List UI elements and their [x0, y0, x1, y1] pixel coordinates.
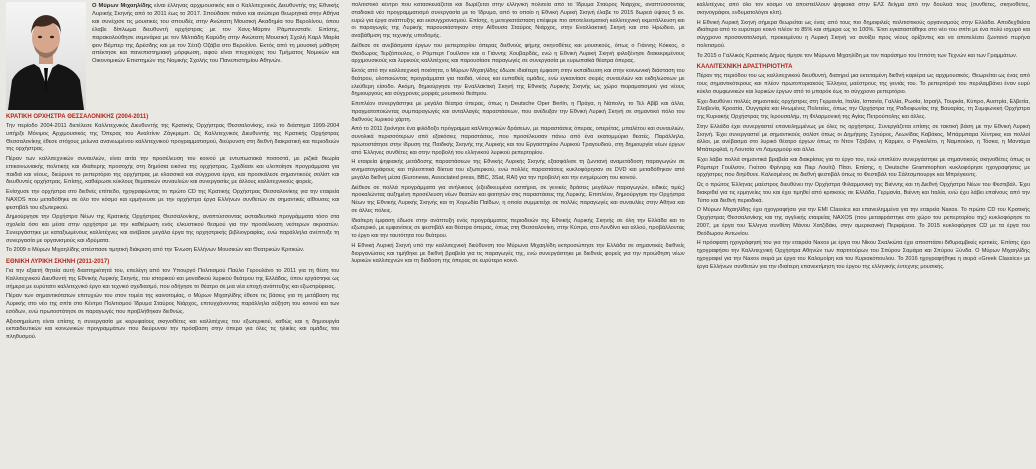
intro-body: είναι έλληνας αρχιμουσικός και ο Καλλιτεχνικός Διευθυντής της Εθνικής Λυρικής Σκηνής από το 2011 έως το 2017. Σπούδασε πιάνο και ανώτερα θεωρητικά στην Αθήνα και συνέχισε τις μουσικές του σπουδές στην Ανώτατη Μουσική Ακαδημία του Βερολίνου, όπου έλαβε δίπλωμα διευθυντή ορχήστρας με τον Χανς-Μάρτιν Ράμπενσταϊν. Επίσης, παρακολούθησε σεμινάρια με τον Μιλτιάδη Καρύδη στην Ανώτατη Μουσική Σχολή Καρλ Μαρία φον Βέμπερ της Δρέσδης και με τον Σέιτζι Οζάβα στο Βερολίνο. Εκτός από τη μουσική μάθηση απέκτησε και πανεπιστημιακή μόρφωση, αφού είναι πτυχιούχος του Τμήματος Νομικών και Οικονομικών Επιστημών της Νομικής Σχολής του Πανεπιστημίου Αθηνών. [92, 3, 340, 65]
intro-block [6, 2, 339, 110]
column-1 [6, 2, 339, 467]
section-heading-thessaloniki: ΚΡΑΤΙΚΗ ΟΡΧΗΣΤΡΑ ΘΕΣΣΑΛΟΝΙΚΗΣ (2004-2011) [6, 114, 149, 120]
paragraph: Ο Μύρων Μιχαηλίδης έχει ηχογραφήσει για την EMI Classics και επανειλημμένα για την εταιρεία Naxos. Το πρώτο CD του Κρατικής Ορχήστρας Θεσσαλονίκης και της αγγλικής εταιρείας NAXOS (που μεταφράστηκε στο χώρο του ρεπερτορίου της) κυκλοφόρησε το 2007, με έργα του Έλληνα συνθέτη Μάνου Χατζιδάκι, στην αμερικανική Περιφέρεια. Το 2015 κυκλοφόρησε CD με τα έργα του Θεόδωρου Αντωνίου. [696, 207, 1030, 237]
paragraph: Η εταιρεία ψηφιακής μετάδοσης παραστάσεων της Εθνικής Λυρικής Σκηνής εξασφάλισε τη ζωντανή αναμετάδοση παραγωγών σε κινηματογράφους και τηλεοπτικά δίκτυα του εξωτερικού, ενώ πολλές παραστάσεις κυκλοφόρησαν σε DVD και μεταδόθηκαν από μεγάλα διεθνή μέσα (Euronews, Associated press, BBC, 3Sat, RAI) για την προβολή και την ενημέρωση του κοινού. [351, 159, 685, 181]
paragraph: καλλιτέχνες από όλο τον κόσμο να αποστείλλουν ψηφιακά στην ΕΛΣ δείγμα από την δουλειά τους (συνθέτες, σκηνοθέτες, σκηνογράφοι, ενδυματολόγοι κλπ). [696, 2, 1030, 16]
paragraph: Επιπλέον συνεργάστηκε με μεγάλα θέατρα όπερας, όπως η Deutsche Oper Berlin, η Πράγα, η Νάπολη, το Τελ Αβίβ και άλλα, πραγματοποιώντας συμπαραγωγές και ανταλλαγές παραστάσεων, που ανέδειξαν την Εθνική Λυρική Σκηνή σε σημαντικό πόλο του διεθνούς λυρικού χάρτη. [351, 101, 685, 123]
paragraph: Πέραν των καλλιτεχνικών συναυλιών, είναι αιτία την προσέλευση του κοινού με εντυπωσιακά ποσοστά, με ριζικά θεωρία επικοινωνιακής πολιτικής και ιδιαίτερης προσοχής στη δημόσια εικόνα της ορχήστρας. Σχεδίασε και υλοποίησε προγράμματα για παιδιά και νέους, διεύρυνε το ρεπερτόριο της ορχήστρας με κλασσικά και σύγχρονα έργα, και προσκάλεσε σημαντικούς σολίστ και διευθυντές ορχήστρας. Επίσης, καθιέρωσε κύκλους θεματικών συναυλιών και συνεργασίες με άλλους καλλιτεχνικούς φορείς. [6, 156, 340, 186]
section-heading-national-opera: ΕΘΝΙΚΗ ΛΥΡΙΚΗ ΣΚΗΝΗ (2011-2017) [6, 259, 110, 265]
paragraph: Αξιοσημείωτη είναι επίσης η συνεργασία με κορυφαίους σκηνοθέτες και καλλιτέχνες του εξωτερικού, καθώς και η δημιουργία εκπαιδευτικών και κοινωνικών προγραμμάτων που διεύρυναν την πρόσβαση στην όπερα για όλες τις ηλικίες και ομάδες του πληθυσμού. [6, 318, 340, 340]
paragraph: Δημιούργησε την Ορχήστρα Νέων της Κρατικής Ορχήστρας Θεσσαλονίκης, αναπτύσσοντας εκπαιδευτικά προγράμματα τόσο στα σχολεία όσο και μέσα στην ορχήστρα με την καθιέρωση ενός ελκυστικού θεσμού για την προσέλκυση νεότερων ακροατών. Συνεργάστηκε με καταξιωμένους καλλιτέχνες και ανέβασε μεγάλα έργα της ορχηστρικής βιβλιογραφίας, ενώ παράλληλα ανέπτυξε τη συνεργασία με οργανισμούς και ιδρύματα. [6, 214, 340, 244]
paragraph: Ιδιαίτερη έμφαση έδωσε στην ανάπτυξη ενός προγράμματος περιοδειών της Εθνικής Λυρικής Σκηνής σε όλη την Ελλάδα και το εξωτερικό, με εμφανίσεις σε φεστιβάλ και θέατρα όπερας, όπως στη Θεσσαλονίκη, στην Κύπρο, στο Λονδίνο και αλλού, προβάλλοντας το έργο και την ταυτότητα του θεάτρου. [351, 217, 685, 239]
paragraph: Εκτός από την καλλιτεχνική ποιότητα, ο Μύρων Μιχαηλίδης έδωσε ιδιαίτερη έμφαση στην εκπαίδευση και στην κοινωνική διάσταση του θεάτρου, υλοποιώντας προγράμματα για παιδιά, νέους και ευπαθείς ομάδες, ενώ εγκαινίασε σειρές συναυλιών και εκδηλώσεων με ελεύθερη είσοδο. Ακόμη, δημιούργησε την Εναλλακτική Σκηνή της Εθνικής Λυρικής Σκηνής ως χώρο πειραματισμού για νέους δημιουργούς και σύγχρονες μορφές μουσικού θεάτρου. [351, 68, 685, 98]
section-heading-artistic-activity: ΚΑΛΛΙΤΕΧΝΙΚΗ ΔΡΑΣΤΗΡΙΟΤΗΤΑ [696, 64, 793, 71]
paragraph: Στην Ελλάδα έχει συνεργαστεί επανειλημμένως με όλες τις ορχήστρες. Συνεργάζεται επίσης σε τακτική βάση με την Εθνική Λυρική Σκηνή. Έχει συνεργαστεί με σημαντικούς σολίστ όπως οι Δημήτρης Σγούρος, Λεωνίδας Καβάκος, Μπάρμπαρα Χέντρικς και πολλοί άλλοι, με ανέβασμα στο λυρικό θέατρο έργων όπως το Ντον Τζοβάνι, η Κάρμεν, ο Ριγκολέτο, η Ναμπούκο, η Τόσκα, η Μαντάμα Μπάτερφλαϊ, η Λουτσία ντι Λαμερμούρ και άλλα. [696, 123, 1030, 153]
paragraph: Έχει λάβει πολλά σημαντικά βραβεία και διακρίσεις για το έργο του, ενώ επιπλέον συνεργάστηκε με σημαντικούς σκηνοθέτες όπως οι Ρόμπερτ Γουίλσον, Γκέτσο Φρίντριχ και Πιερ Λουίτζι Πίτσι. Επίσης, η Deutsche Grammophon κυκλοφόρησε ηχογραφήσεις με ορχήστρες που διηύθυνε. Καλεσμένος σε διεθνή φεστιβάλ όπως το Φεστιβάλ του Σάλτσμπουργκ και Μπρέγκεντς. [696, 156, 1030, 179]
column-3 [697, 2, 1030, 467]
paragraph: Η Εθνική Λυρική Σκηνή υπό την καλλιτεχνική διεύθυνση του Μύρωνα Μιχαηλίδη εκπροσώπησε την Ελλάδα σε σημαντικές διεθνείς διοργανώσεις και τιμήθηκε με διεθνή βραβεία για τις παραγωγές της, ενώ συνεργάστηκε με διεθνείς φορείς για την προώθηση νέων λυρικών καλλιτεχνών και τη διάδοση της όπερας σε ευρύτερο κοινό. [351, 242, 685, 265]
paragraph: Το 2009 ο Μύρων Μιχαηλίδης απέσπασε τιμητική διάκριση από την Ένωση Ελλήνων Μουσικών και Θεατρικών Κριτικών. [6, 247, 305, 254]
portrait-photo [6, 2, 86, 110]
paragraph: Έχει διευθύνει πολλές σημαντικές ορχήστρες στη Γερμανία, Ιταλία, Ισπανία, Γαλλία, Ρωσία, Ισραήλ, Τουρκία, Κύπρο, Αυστρία, Ελβετία, Σλοβενία, Κροατία, Ουγγαρία και Ηνωμένες Πολιτείες, όπως την Ορχήστρα της Ραδιοφωνίας της Βαυαρίας, τη Συμφωνική Ορχήστρα της Κυριακής Ορχήστρας της Ιερουσαλήμ, τη Φιλαρμονική της Αγίας Πετρούπολης και άλλες. [696, 98, 1030, 120]
paragraph: Διέθεσε σε ανεβάσματα έργων του ρεπερτορίου όπερας διεθνούς φήμης σκηνοθέτες και μουσικούς, όπως ο Γιάννης Κόκκος, ο Θεόδωρος Τερζόπουλος, ο Ρόμπερτ Γουίλσον και ο Γιάννης Χουβαρδάς, ενώ η Εθνική Λυρική Σκηνή φιλοξένησε διακεκριμένους αρχιμουσικούς και λυρικούς καλλιτέχνες και παρουσίασε παραγωγές σε συνεργασία με ευρωπαϊκά θέατρα όπερας. [351, 42, 685, 65]
paragraph: Το 2015 ο Γαλλικός Κρατικός Δήμος τίμησε τον Μύρωνα Μιχαηλίδη με τον παράσημο του Ιππότη των Τεχνών και των Γραμμάτων. [696, 52, 1018, 59]
paragraph: Πέραν των σημαντικότατων επιτυχιών του στον τομέα της καινοτομίας, ο Μύρων Μιχαηλίδης έθεσε τις βάσεις για τη μετάβαση της Λυρικής στο νέο της σπίτι στο Κέντρο Πολιτισμού Ίδρυμα Σταύρος Νιάρχος, επιτυγχάνοντας παράλληλα αύξηση του κοινού και των εσόδων, ενώ πρωτοστάτησε σε παραγωγές που προβλήθηκαν διεθνώς. [6, 293, 340, 315]
paragraph: πολιτιστικό κέντρο που κατασκευάζεται και δωρίζεται στην ελληνική πολιτεία από το Ίδρυμα Σταύρος Νιάρχος, αναπτύσσοντας σταδιακά νέο προγραμματισμό συνεργασία με το Ίδρυμα, από το οποίο η Εθνική Λυρική Σκηνή έλαβε το 2015 δωρεά ύψους 5 εκ. ευρώ για έργα ανάπτυξης και εκσυγχρονισμού. Επίσης, η μετεγκατάσταση επέφερε πιο αποτελεσματική καλλιτεχνική εκμετάλλευση και οι παραγωγές της Λυρικής παρουσιάστηκαν στην Αίθουσα Σταύρος Νιάρχος, στην Εναλλακτική Σκηνή και στο Ηρώδειο, με αναβάθμιση της τεχνικής υποδομής. [351, 2, 685, 39]
paragraph: Διέθεσε σε πολλά προγράμματα για ανήλικους (εξειδικευμένα εισιτήρια, σε γενικές δράσεις μεγάλων παραγωγών, ειδικές τιμές) προκαλώντας αυξημένη προσέλευση νέων θεατών και φοιτητών στις παραστάσεις της Λυρικής. Επιπλέον, δημιούργησε την Ορχήστρα Νέων της Εθνικής Λυρικής Σκηνής και τη Χορωδία Παίδων, η οποία συμμετείχε σε πολλές παραγωγές και συναυλίες στην Αθήνα και σε άλλες πόλεις. [351, 184, 685, 214]
paragraph: Ενίσχυσε την ορχήστρα στο διεθνές επίπεδο, ηχογραφώντας το πρώτο CD της Κρατικής Ορχήστρας Θεσσαλονίκης για την εταιρεία NAXOS που μεταδόθηκε σε όλο τον κόσμο και ερμήνευσε με την ορχήστρα έργα Ελλήνων συνθετών σε σημαντικές αίθουσες και φεστιβάλ του εξωτερικού. [6, 189, 340, 211]
column-2 [351, 2, 684, 467]
intro-name: Ο Μύρων Μιχαηλίδης [92, 3, 153, 9]
paragraph: Για την εξαετή θητεία αυτή διαστηριότητά του, επελέγη από τον Υπουργό Πολιτισμού Παύλο Γερουλάνο το 2011 για τη θέση του Καλλιτεχνικού Διευθυντή της Εθνικής Λυρικής Σκηνής, του ιστορικού και μοναδικού λυρικού θεάτρου της Ελλάδας, όπου εργάστηκε ως σήμερα με ευρύτατο καλλιτεχνικό έργο και τεχνικό σχεδιασμό, που οδήγησε το θέατρο σε μια νέα εποχή ανάπτυξης και εξωστρέφειας. [6, 268, 340, 290]
paragraph: Την περίοδο 2004-2011 διετέλεσε Καλλιτεχνικός Διευθυντής της Κρατικής Ορχήστρας Θεσσαλονίκης, ενώ το διάστημα 1999-2004 υπήρξε Μόνιμος Αρχιμουσικός της Όπερας του Αναλτίνιν Ζάγκρεμπ. Ως Καλλιτεχνικός Διευθυντής της Κρατικής Ορχήστρας Θεσσαλονίκης έθεσε στόχους μείωνα ανανεωμένου καλλιτεχνικού προγραμματισμού, διεύρυνση στη διεθνή διακρατική και περιοδειών της ορχήστρας. [6, 123, 340, 153]
intro-paragraph [92, 3, 339, 66]
intro-text-block [92, 2, 339, 110]
paragraph: Ως ο πρώτος Έλληνας μαέστρος διευθύνει την Ορχήστρα Φιλαρμονική της Βιέννης και τη Διεθνή Ορχήστρα Νέων του Φεστιβάλ. Έχει διακριθεί για τις ερμηνείες του και έχει τιμηθεί από κριτικούς σε Ελλάδα, Γερμανία, Βιέννη και Ιταλία, ενώ έχει λάβει επαίνους από την Τύπο και διεθνή περιοδικά. [696, 182, 1030, 204]
paragraph: Πέραν της περιόδου του ως καλλιτεχνικού διευθυντή, διατηρεί μια εκτεταμένη διεθνή καριέρα ως αρχιμουσικός. Θεωρείται ως ένας από τους σημαντικότερους και πλέον πρωτοποριακούς Έλληνες μαέστρους της γενιάς του. Το ρεπερτόριό του περιλαμβάνει έναν ευρύ κύκλο συμφωνικών και λυρικών έργων από το μπαρόκ έως το σύγχρονο ρεπερτόριο. [696, 73, 1030, 95]
paragraph: Η Εθνική Λυρική Σκηνή σήμερα θεωρείται ως ένας από τους πιο δημοφιλείς πολιτιστικούς οργανισμούς στην Ελλάδα. Αποδεχθείσα ιδιαίτερα από το ευρύτερο κοινό πλέον το 85% και σήμερα ως το 100%. Έτσι εγκαταστάθηκε στο νέο του σπίτι με ένα πολύ ισχυρό και σύγχρονο προσανατολισμό, προκειμένου η Λυρική Σκηνή να ανοίξει προς νέους ορίζοντες και να αποτελέσει ζωντανό πυρήνα πολιτισμού. [696, 19, 1030, 49]
paragraph: Η πρόσφατη ηχογράφησή του για την εταιρεία Naxos με έργα του Νίκου Σκαλκώτα έχει αποσπάσει διθυραμβικές κριτικές. Επίσης έχει ηχογραφήσει την Καλλιτεχνική Ορχήστρα Αθηνών των παρτιτούρων του Σπύρου Σαμάρα και Σπύρου Ξύνδα. Ο Μύρων Μιχαηλίδης ηχογραφεί για την Naxos σειρά με έργα του Καλομοίρη και του Κυριακόπουλου. Το 2016 ηχογραφήθηκε η σειρά «Greek Classics» με έργα Ελλήνων συνθετών για την ιδιαίτερη επανεκτίμηση του έργου της ελληνικής έντεχνης μουσικής. [696, 240, 1030, 270]
paragraph: Από το 2011 ξεκίνησε ένα φιλόδοξο πρόγραμμα καλλιτεχνικών δράσεων, με παραστάσεις όπερας, οπερέτας, μπαλέτου και συναυλιών, συνολικά περισσότερων από εξακόσιες παραστάσεις, που προσέλκυσαν πάνω από ένα εκατομμύριο θεατές. Παράλληλα, πρωτοστάτησε στην ίδρυση της Παιδικής Σκηνής της Λυρικής και του Εργαστηρίου Λυρικού Τραγουδιού, στη δημιουργία νέων έργων από Έλληνες συνθέτες και στην προβολή του ελληνικού λυρικού ρεπερτορίου. [351, 126, 685, 156]
